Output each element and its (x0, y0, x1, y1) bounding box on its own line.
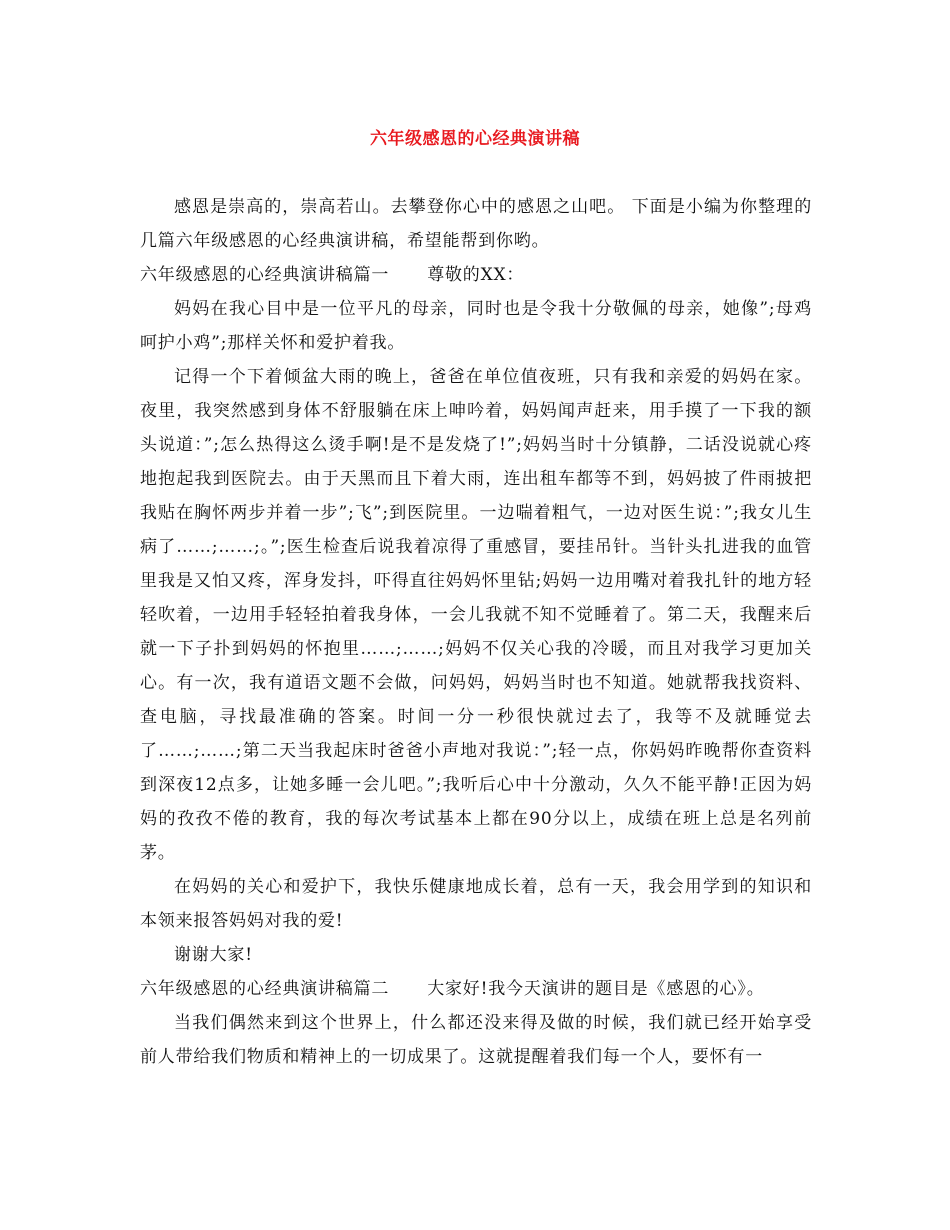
section-heading-salutation: 大家好!我今天演讲的题目是《感恩的心》。 (427, 979, 765, 999)
body-paragraph: 记得一个下着倾盆大雨的晚上，爸爸在单位值夜班，只有我和亲爱的妈妈在家。夜里，我突然感到身体不舒服躺在床上呻吟着，妈妈闻声赶来，用手摸了一下我的额头说道：”;怎么热得这么烫手啊!是不是发烧了!”;妈妈当时十分镇静，二话没说就心疼地抱起我到医院去。由于天黑而且下着大雨，连出租车都等不到，妈妈披了件雨披把我贴在胸怀两步并着一步”;飞”;到医院里。一边喘着粗气，一边对医生说：”;我女儿生病了……;……;。”;医生检查后说我着凉得了重感冒，要挂吊针。当针头扎进我的血管里我是又怕又疼，浑身发抖，吓得直往妈妈怀里钻;妈妈一边用嘴对着我扎针的地方轻轻吹着，一边用手轻轻拍着我身体，一会儿我就不知不觉睡着了。第二天，我醒来后就一下子扑到妈妈的怀抱里……;……;妈妈不仅关心我的冷暖，而且对我学习更加关心。有一次，我有道语文题不会做，问妈妈，妈妈当时也不知道。她就帮我找资料、查电脑，寻找最准确的答案。时间一分一秒很快就过去了，我等不及就睡觉去了……;……;第二天当我起床时爸爸小声地对我说：”;轻一点，你妈妈昨晚帮你查资料到深夜12点多，让她多睡一会儿吧。”;我听后心中十分激动，久久不能平静!正因为妈妈的孜孜不倦的教育，我的每次考试基本上都在90分以上，成绩在班上总是名列前茅。 (140, 367, 812, 863)
document-title: 六年级感恩的心经典演讲稿 (370, 129, 580, 149)
section-heading (140, 258, 812, 292)
section-heading-salutation: 尊敬的XX： (427, 265, 525, 285)
body-paragraph: 妈妈在我心目中是一位平凡的母亲，同时也是令我十分敬佩的母亲，她像”;母鸡呵护小鸡”;那样关怀和爱护着我。 (140, 299, 812, 353)
document-body (140, 190, 812, 1074)
body-paragraph: 当我们偶然来到这个世界上，什么都还没来得及做的时候，我们就已经开始享受前人带给我们物质和精神上的一切成果了。这就提醒着我们每一个人，要怀有一 (140, 1013, 812, 1067)
intro-paragraph: 感恩是崇高的，崇高若山。去攀登你心中的感恩之山吧。 下面是小编为你整理的几篇六年级感恩的心经典演讲稿，希望能帮到你哟。 (140, 197, 812, 251)
body-paragraph: 在妈妈的关心和爱护下，我快乐健康地成长着，总有一天，我会用学到的知识和本领来报答妈妈对我的爱! (140, 877, 812, 931)
section-heading-title: 六年级感恩的心经典演讲稿篇一 (140, 265, 390, 285)
closing-line: 谢谢大家! (174, 945, 253, 965)
section-heading (140, 972, 812, 1006)
section-heading-title: 六年级感恩的心经典演讲稿篇二 (140, 979, 390, 999)
